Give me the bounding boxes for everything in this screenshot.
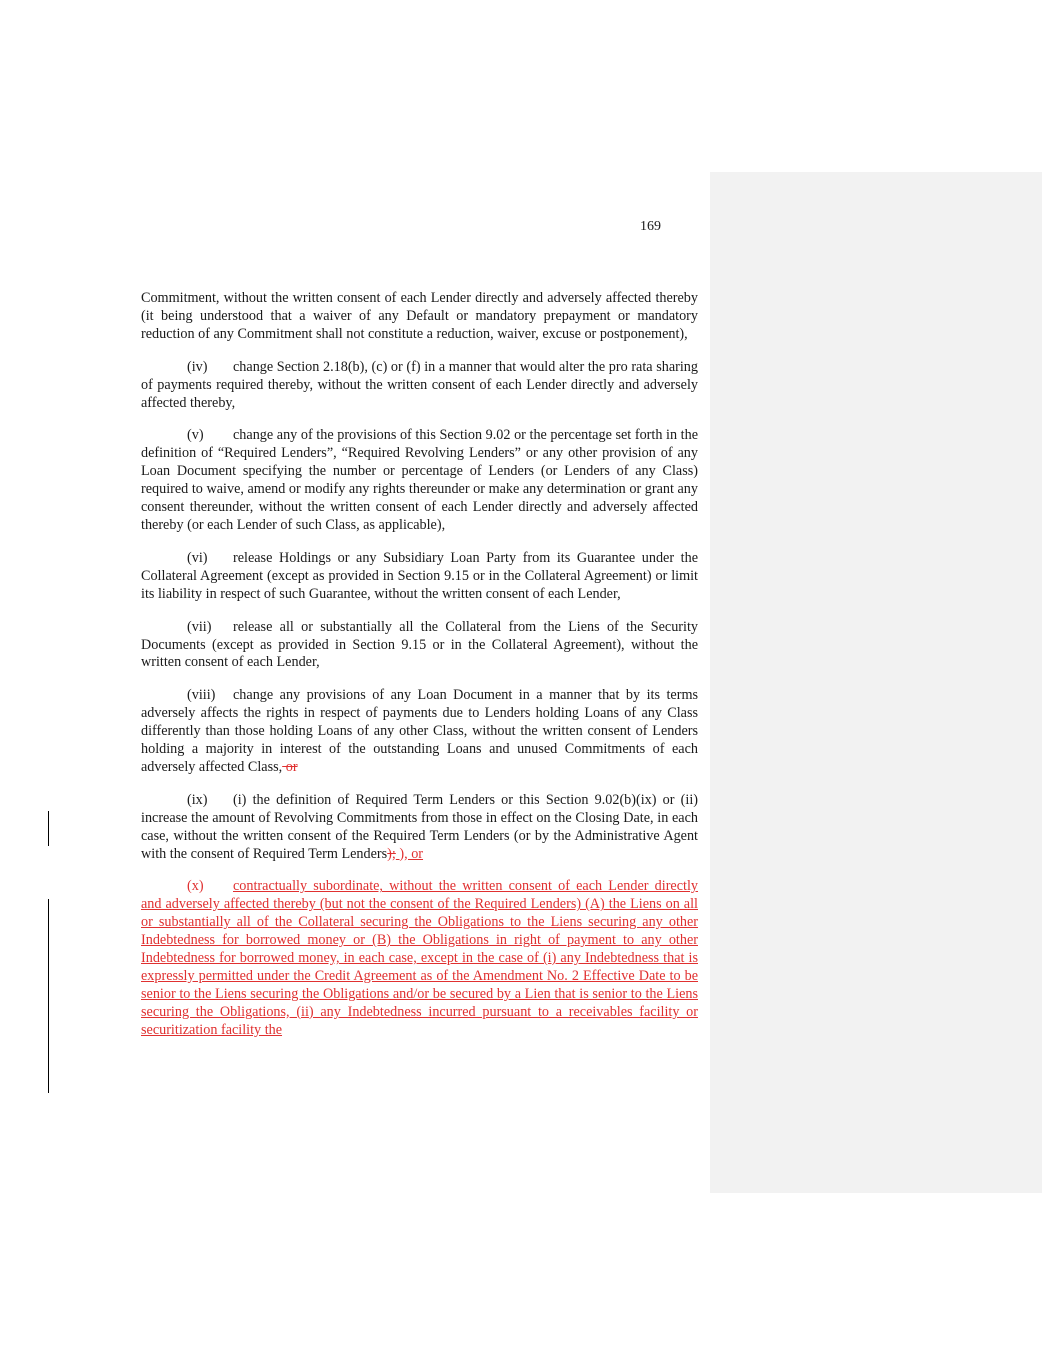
paragraph-v — [141, 427, 698, 534]
paragraph-vii — [141, 619, 698, 673]
clause-number: (viii) — [187, 687, 216, 704]
deleted-text: or — [282, 758, 298, 775]
change-bar-viii — [48, 811, 49, 846]
page-number: 169 — [640, 219, 661, 234]
clause-text: release all or substantially all the Collateral from the Liens of the Security Documents (except as provided in Section 9.15 or in the Collateral Agreement), without the written consent of each Lender, — [141, 618, 698, 671]
inserted-text: ), or — [395, 845, 424, 862]
clause-number: (vii) — [187, 618, 212, 635]
clause-number: (ix) — [187, 791, 208, 808]
paragraph-x-inserted — [141, 878, 698, 1039]
clause-number: (v) — [187, 427, 204, 444]
document-body — [141, 290, 698, 1055]
clause-text: contractually subordinate, without the written consent of each Lender directly and adversely affected thereby (but not the consent of the Required Lenders) (A) the Liens on all or substantially all of the Collateral securing the Obligations to the Liens securing any other Indebtedness for borrowed money or (B) the Obligations in right of payment to any other Indebtedness for borrowed money, in each case, except in the case of (i) any Indebtedness that is expressly permitted under the Credit Agreement as of the Amendment No. 2 Effective Date to be senior to the Liens securing the Obligations and/or be secured by a Lien that is senior to the Liens securing the Obligations, (ii) any Indebtedness incurred pursuant to a receivables facility or securitization facility the — [141, 878, 698, 1038]
paragraph-intro: Commitment, without the written consent of each Lender directly and adversely affected thereby (it being understood that a waiver of any Default or mandatory prepayment or mandatory reduction of any Commitment shall not constitute a reduction, waiver, excuse or postponement), — [141, 290, 698, 342]
comment-pane — [710, 172, 1042, 1193]
paragraph-viii — [141, 687, 698, 777]
change-bar-ix-x — [48, 899, 49, 1093]
paragraph-iv — [141, 359, 698, 413]
clause-number: (x) — [187, 878, 204, 895]
clause-text: (i) the definition of Required Term Lenders or this Section 9.02(b)(ix) or (ii) increase the amount of Revolving Commitments from those in effect on the Closing Date, in each case, without the written consent of the Required Term Lenders (or by the Administrative Agent with the consent of Required Term Lenders — [141, 791, 698, 862]
clause-number: (vi) — [187, 549, 208, 566]
paragraph-ix — [141, 792, 698, 864]
deleted-text: ); — [387, 845, 396, 862]
clause-text: change any provisions of any Loan Document in a manner that by its terms adversely affects the rights in respect of payments due to Lenders holding Loans of any Class differently than those holding Loans of any other Class, without the written consent of Lenders holding a majority in interest of the outstanding Loans and unused Commitments of each adversely affected Class, — [141, 687, 698, 775]
clause-text: change any of the provisions of this Section 9.02 or the percentage set forth in the definition of “Required Lenders”, “Required Revolving Lenders” or any other provision of any Loan Document specifying the number or percentage of Lenders (or Lenders of any Class) required to waive, amend or modify any rights thereunder or make any determination or grant any consent thereunder, without the written consent of each Lender directly and adversely affected thereby (or each Lender of such Class, as applicable), — [141, 427, 698, 533]
clause-number: (iv) — [187, 358, 208, 375]
clause-text: change Section 2.18(b), (c) or (f) in a manner that would alter the pro rata sharing of payments required thereby, without the written consent of each Lender directly and adversely affected thereby, — [141, 358, 698, 411]
clause-text: release Holdings or any Subsidiary Loan Party from its Guarantee under the Collateral Agreement (except as provided in Section 9.15 or in the Collateral Agreement) or limit its liability in respect of such Guarantee, without the written consent of each Lender, — [141, 549, 698, 602]
paragraph-vi — [141, 550, 698, 604]
